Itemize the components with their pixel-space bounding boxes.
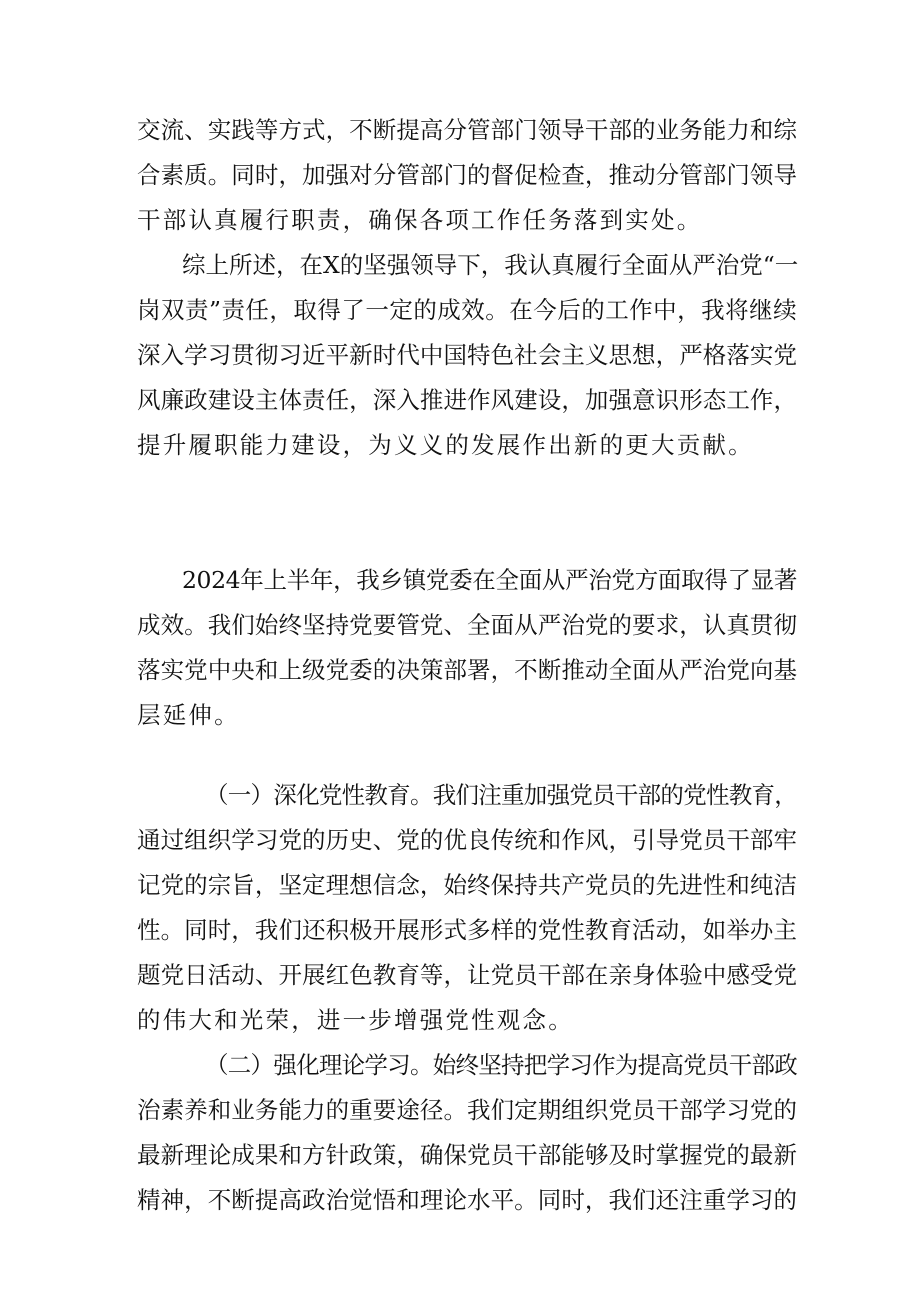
- paragraph-line: 深入学习贯彻习近平新时代中国特色社会主义思想，严格落实党: [137, 341, 797, 369]
- paragraph-line: 2024年上半年，我乡镇党委在全面从严治党方面取得了显著: [182, 566, 797, 594]
- paragraph-line: 风廉政建设主体责任，深入推进作风建设，加强意识形态工作，: [137, 386, 797, 414]
- paragraph-line: 记党的宗旨，坚定理想信念，始终保持共产党员的先进性和纯洁: [137, 871, 797, 899]
- paragraph-line: 综上所述，在X的坚强领导下，我认真履行全面从严治党“一: [182, 251, 799, 279]
- paragraph-line: 治素养和业务能力的重要途径。我们定期组织党员干部学习党的: [137, 1096, 797, 1124]
- paragraph-line: 的伟大和光荣，进一步增强党性观念。: [137, 1006, 574, 1034]
- paragraph-line: 干部认真履行职责，确保各项工作任务落到实处。: [137, 206, 703, 234]
- paragraph-line: 交流、实践等方式，不断提高分管部门领导干部的业务能力和综: [137, 116, 797, 144]
- paragraph-line: 题党日活动、开展红色教育等，让党员干部在亲身体验中感受党: [137, 961, 797, 989]
- paragraph-line: 层延伸。: [137, 701, 240, 729]
- paragraph-line: （一）深化党性教育。我们注重加强党员干部的党性教育，: [205, 781, 797, 809]
- paragraph-line: （二）强化理论学习。始终坚持把学习作为提高党员干部政: [205, 1051, 797, 1079]
- paragraph-line: 岗双责”责任，取得了一定的成效。在今后的工作中，我将继续: [137, 296, 797, 324]
- paragraph-line: 通过组织学习党的历史、党的优良传统和作风，引导党员干部牢: [137, 826, 797, 854]
- paragraph-line: 合素质。同时，加强对分管部门的督促检查，推动分管部门领导: [137, 161, 797, 189]
- paragraph-line: 性。同时，我们还积极开展形式多样的党性教育活动，如举办主: [137, 916, 797, 944]
- paragraph-line: 落实党中央和上级党委的决策部署，不断推动全面从严治党向基: [137, 656, 797, 684]
- paragraph-line: 成效。我们始终坚持党要管党、全面从严治党的要求，认真贯彻: [137, 611, 797, 639]
- paragraph-line: 精神，不断提高政治觉悟和理论水平。同时，我们还注重学习的: [137, 1186, 797, 1214]
- paragraph-line: 提升履职能力建设，为义义的发展作出新的更大贡献。: [137, 431, 754, 459]
- paragraph-line: 最新理论成果和方针政策，确保党员干部能够及时掌握党的最新: [137, 1141, 797, 1169]
